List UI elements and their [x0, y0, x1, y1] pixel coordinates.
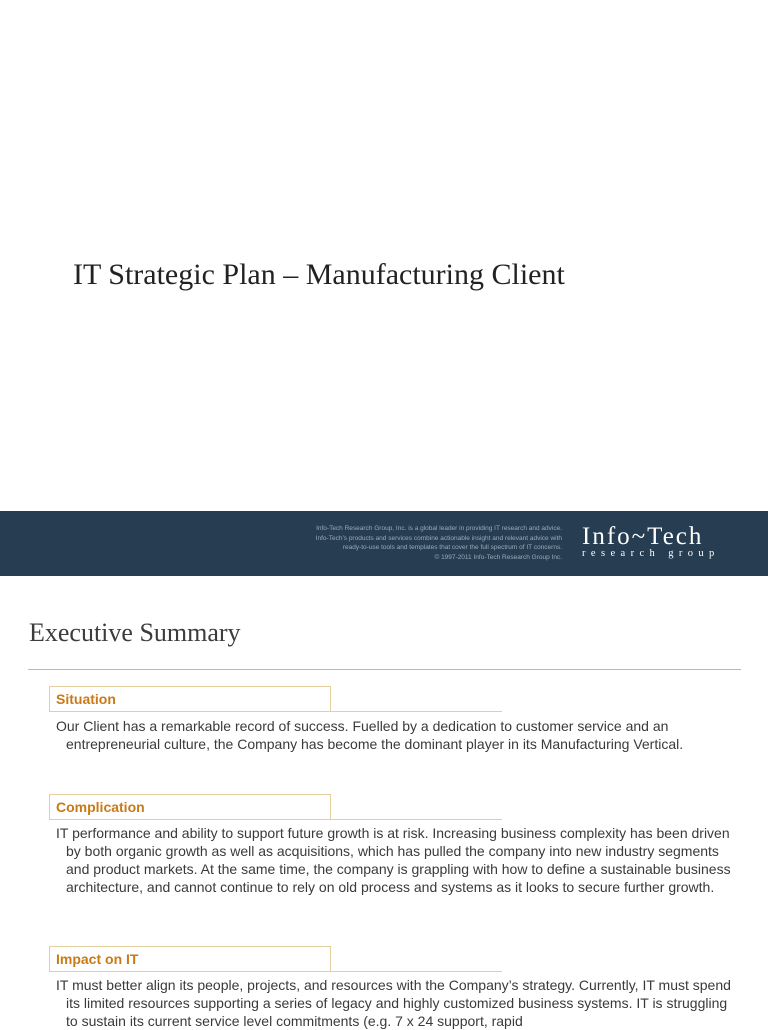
impact-header — [49, 946, 331, 972]
section-text: Our Client has a remarkable record of success. Fuelled by a dedication to customer service and an entrepreneurial culture, the Company has become the dominant player in its Manufacturing Vertical. — [56, 718, 684, 752]
section-heading: Situation — [56, 691, 116, 707]
logo-wordmark: Info~Tech — [582, 523, 704, 550]
executive-summary-slide — [0, 576, 768, 1029]
section-heading: Complication — [56, 799, 145, 815]
plan-title: IT Strategic Plan – Manufacturing Client — [73, 258, 565, 291]
complication-header — [49, 794, 331, 820]
complication-body — [56, 824, 740, 896]
about-line: ready-to-use tools and templates that cover the full spectrum of IT concerns. — [342, 544, 562, 551]
title-divider — [28, 669, 741, 670]
summary-title: Executive Summary — [29, 618, 241, 647]
situation-body — [56, 717, 740, 753]
copyright-line: © 1997-2011 Info-Tech Research Group Inc. — [434, 553, 562, 561]
section-heading: Impact on IT — [56, 951, 139, 967]
impact-body — [56, 976, 740, 1030]
section-text: IT must better align its people, projects, and resources with the Company’s strategy. Currently, IT must spend its limited resources supporting a series of legacy and highly customized business systems. IT is struggling to sustain its current service level commitments (e.g. 7 x 24 support, rapid — [56, 977, 731, 1029]
company-about-text — [262, 524, 562, 562]
section-text: IT performance and ability to support future growth is at risk. Increasing business complexity has been driven by both organic growth as well as acquisitions, which has pulled the company into new industry segments and product markets. At the same time, the company is grappling with how to define a sustainable business architecture, and cannot continue to rely on old process and systems as it looks to secure further growth. — [56, 825, 731, 895]
info-tech-logo — [582, 524, 742, 559]
footer-band — [0, 511, 768, 576]
situation-header — [49, 686, 331, 712]
logo-tagline: research group — [582, 548, 720, 559]
about-line: Info-Tech Research Group, Inc. is a global leader in providing IT research and advice. — [316, 525, 562, 532]
about-line: Info-Tech’s products and services combine actionable insight and relevant advice with — [315, 534, 562, 542]
